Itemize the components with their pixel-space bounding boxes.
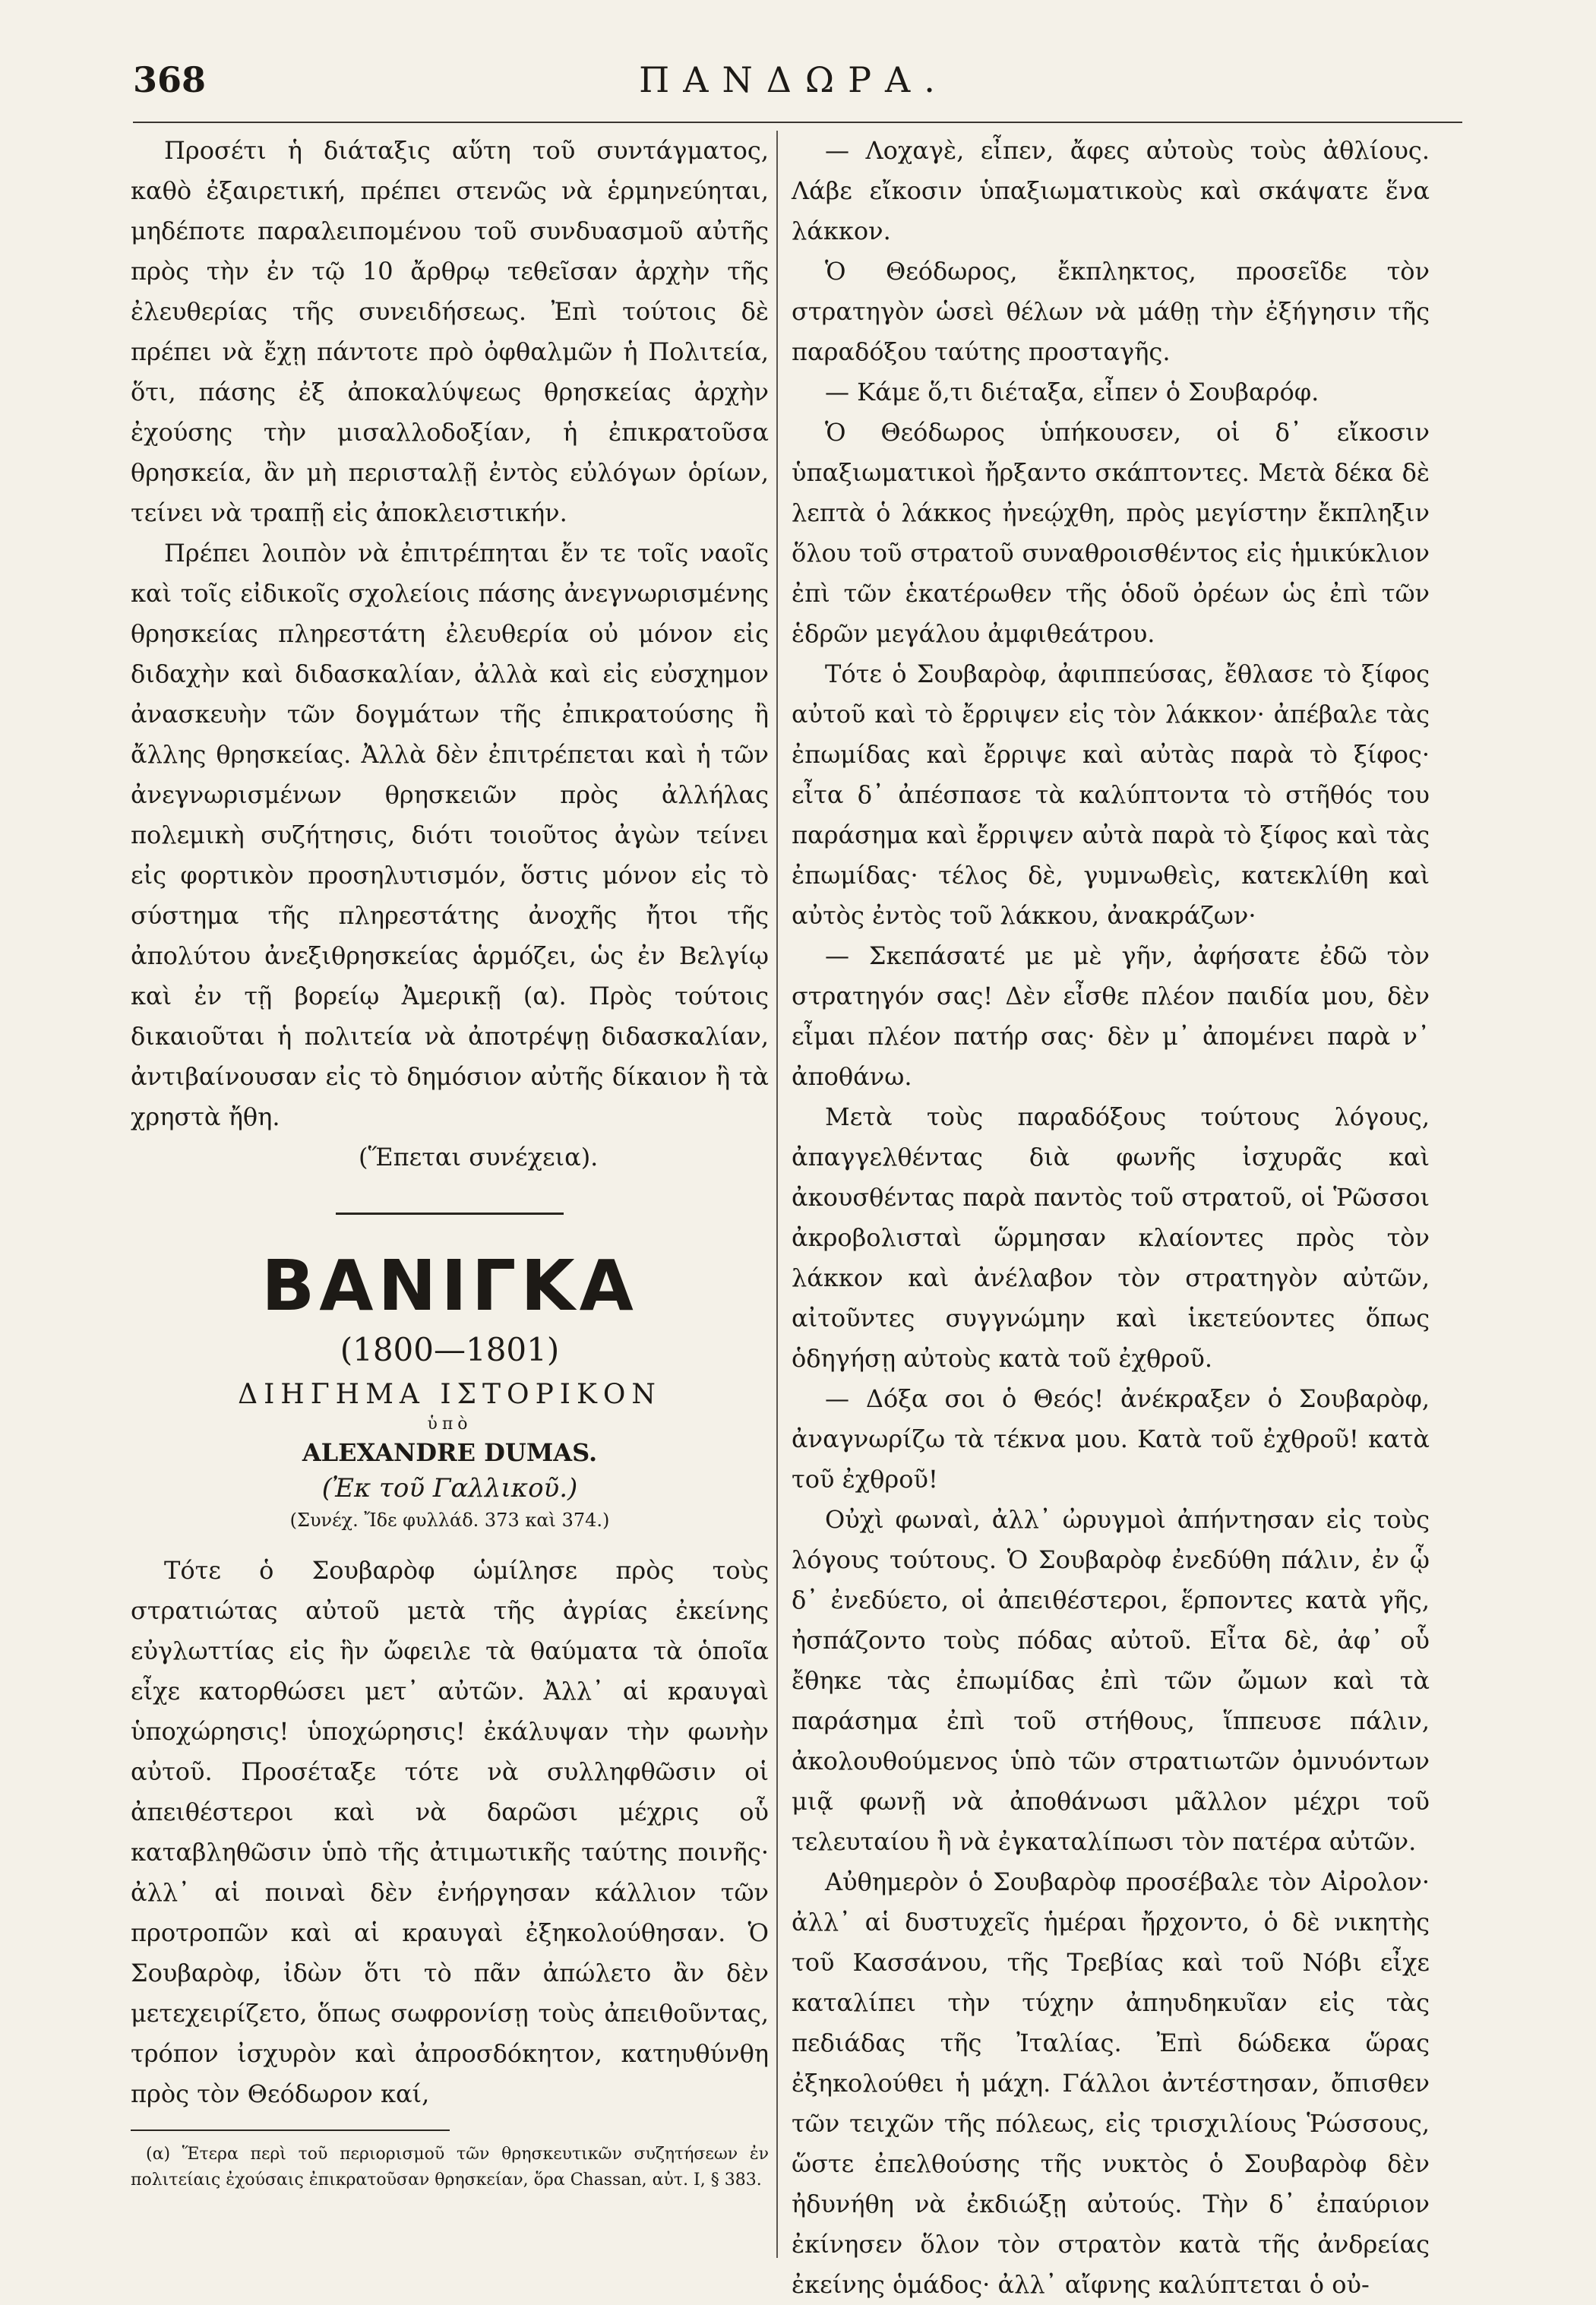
column-divider — [776, 131, 778, 2258]
article-paragraph: Προσέτι ἡ διάταξις αὕτη τοῦ συντάγματος, καθὸ ἐξαιρετική, πρέπει στενῶς νὰ ἑρμηνεύηται, μηδέποτε παραλειπομένου τοῦ συνδυασμοῦ αὐτῆς πρὸς τὴν ἐν τῷ 10 ἄρθρῳ τεθεῖσαν ἀρχὴν τῆς ἐλευθερίας τῆς συνειδήσεως. Ἐπὶ τούτοις δὲ πρέπει νὰ ἔχῃ πάντοτε πρὸ ὀφθαλμῶν ἡ Πολιτεία, ὅτι, πάσης ἐξ ἀποκαλύψεως θρησκείας ἀρχὴν ἐχούσης τὴν μισαλλοδοξίαν, ἡ ἐπικρατοῦσα θρησκεία, ἂν μὴ περισταλῇ ἐντὸς εὐλόγων ὁρίων, τείνει νὰ τραπῇ εἰς ἀποκλειστικήν. — [131, 136, 769, 527]
right-column — [792, 131, 1430, 2305]
story-translation-note: (Ἐκ τοῦ Γαλλικοῦ.) — [321, 1473, 578, 1503]
page-number: 368 — [133, 59, 207, 100]
header-rule — [133, 122, 1462, 123]
story-by: ὑπὸ — [427, 1415, 472, 1434]
page-header — [133, 59, 1455, 112]
story-paragraph: Ὁ Θεόδωρος, ἔκπληκτος, προσεῖδε τὸν στρατηγὸν ὡσεὶ θέλων νὰ μάθῃ τὴν ἐξήγησιν τῆς παραδόξου ταύτης προσταγῆς. — [792, 257, 1430, 366]
journal-title: ΠΑΝΔΩΡΑ. — [639, 59, 949, 100]
story-paragraph: Τότε ὁ Σουβαρὸφ ὡμίλησε πρὸς τοὺς στρατιώτας αὐτοῦ μετὰ τῆς ἀγρίας ἐκείνης εὐγλωττίας εἰς ἣν ὤφειλε τὰ θαύματα τὰ ὁποῖα εἶχε κατορθώσει μετ᾽ αὐτῶν. Ἀλλ᾽ αἱ κραυγαὶ ὑποχώρησις! ὑποχώρησις! ἐκάλυψαν τὴν φωνὴν αὐτοῦ. Προσέταξε τότε νὰ συλληφθῶσιν οἱ ἀπειθέστεροι καὶ νὰ δαρῶσι μέχρις οὗ καταβληθῶσιν ὑπὸ τῆς ἀτιμωτικῆς ταύτης ποινῆς· ἀλλ᾽ αἱ ποιναὶ δὲν ἐνήργησαν κάλλιον τῶν προτροπῶν καὶ αἱ κραυγαὶ ἐξηκολούθησαν. Ὁ Σουβαρὸφ, ἰδὼν ὅτι τὸ πᾶν ἀπώλετο ἂν δὲν μετεχειρίζετο, ὅπως σωφρονίσῃ τοὺς ἀπειθοῦντας, τρόπον ἰσχυρὸν καὶ ἀπροσδόκητον, κατηυθύνθη πρὸς τὸν Θεόδωρον καί, — [131, 1556, 769, 2108]
story-paragraph: — Λοχαγὲ, εἶπεν, ἄφες αὐτοὺς τοὺς ἀθλίους. Λάβε εἴκοσιν ὑπαξιωματικοὺς καὶ σκάψατε ἕνα λάκκον. — [792, 136, 1430, 245]
story-reference: (Συνέχ. Ἴδε φυλλάδ. 373 καὶ 374.) — [289, 1510, 610, 1531]
story-subtitle: ΔΙΗΓΗΜΑ ΙΣΤΟΡΙΚΟΝ — [238, 1379, 662, 1410]
story-paragraph: Τότε ὁ Σουβαρὸφ, ἀφιππεύσας, ἔθλασε τὸ ξίφος αὐτοῦ καὶ τὸ ἔρριψεν εἰς τὸν λάκκον· ἀπέβαλε τὰς ἐπωμίδας καὶ ἔρριψε καὶ αὐτὰς παρὰ τὸ ξίφος· εἶτα δ᾽ ἀπέσπασε τὰ καλύπτοντα τὸ στῆθός του παράσημα καὶ ἔρριψεν αὐτὰ παρὰ τὸ ξίφος καὶ τὰς ἐπωμίδας· τέλος δὲ, γυμνωθεὶς, κατεκλίθη καὶ αὐτὸς ἐντὸς τοῦ λάκκου, ἀνακράζων· — [792, 659, 1430, 930]
footnote: (α) Ἕτερα περὶ τοῦ περιορισμοῦ τῶν θρησκευτικῶν συζητήσεων ἐν πολιτείαις ἐχούσαις ἐπικρατοῦσαν θρησκείαν, ὅρα Chassan, αὐτ. I, § 383. — [131, 2145, 769, 2190]
section-separator — [336, 1213, 564, 1215]
story-paragraph: Αὐθημερὸν ὁ Σουβαρὸφ προσέβαλε τὸν Αἰρολον· ἀλλ᾽ αἱ δυστυχεῖς ἡμέραι ἤρχοντο, ὁ δὲ νικητὴς τοῦ Κασσάνου, τῆς Τρεβίας καὶ τοῦ Νόβι εἶχε καταλίπει τὴν τύχην ἀπηυδηκυῖαν εἰς τὰς πεδιάδας τῆς Ἰταλίας. Ἐπὶ δώδεκα ὥρας ἐξηκολούθει ἡ μάχη. Γάλλοι ἀντέστησαν, ὄπισθεν τῶν τειχῶν τῆς πόλεως, εἰς τρισχιλίους Ῥώσσους, ὥστε ἐπελθούσης τῆς νυκτὸς ὁ Σουβαρὸφ δὲν ἠδυνήθη νὰ ἐκδιώξῃ αὐτούς. Τὴν δ᾽ ἐπαύριον ἐκίνησεν ὅλον τὸν στρατὸν κατὰ τῆς ἀνδρείας ἐκείνης ὁμάδος· ἀλλ᾽ αἴφνης καλύπτεται ὁ οὐ- — [792, 1867, 1430, 2299]
story-paragraph: — Δόξα σοι ὁ Θεός! ἀνέκραξεν ὁ Σουβαρὸφ, ἀναγνωρίζω τὰ τέκνα μου. Κατὰ τοῦ ἐχθροῦ! κατὰ τοῦ ἐχθροῦ! — [792, 1384, 1430, 1494]
story-paragraph: Μετὰ τοὺς παραδόξους τούτους λόγους, ἀπαγγελθέντας διὰ φωνῆς ἰσχυρᾶς καὶ ἀκουσθέντας παρὰ παντὸς τοῦ στρατοῦ, οἱ Ῥῶσσοι ἀκροβολισταὶ ὥρμησαν κλαίοντες πρὸς τὸν λάκκον καὶ ἀνέλαβον τὸν στρατηγὸν αὐτῶν, αἰτοῦντες συγγνώμην καὶ ἱκετεύοντες ὅπως ὁδηγήσῃ αὐτοὺς κατὰ τοῦ ἐχθροῦ. — [792, 1102, 1430, 1373]
continued-note: (Ἕπεται συνέχεια). — [359, 1143, 599, 1171]
story-years: (1800—1801) — [340, 1331, 560, 1368]
story-paragraph: — Σκεπάσατέ με μὲ γῆν, ἀφήσατε ἐδῶ τὸν στρατηγόν σας! Δὲν εἶσθε πλέον παιδία μου, δὲν εἶμαι πλέον πατήρ σας· δὲν μ᾽ ἀπομένει παρὰ ν᾽ ἀποθάνω. — [792, 941, 1430, 1091]
story-paragraph: Οὐχὶ φωναὶ, ἀλλ᾽ ὠρυγμοὶ ἀπήντησαν εἰς τοὺς λόγους τούτους. Ὁ Σουβαρὸφ ἐνεδύθη πάλιν, ἐν ᾧ δ᾽ ἐνεδύετο, οἱ ἀπειθέστεροι, ἕρποντες κατὰ γῆς, ἠσπάζοντο τοὺς πόδας αὐτοῦ. Εἶτα δὲ, ἀφ᾽ οὗ ἔθηκε τὰς ἐπωμίδας ἐπὶ τῶν ὤμων καὶ τὰ παράσημα ἐπὶ τοῦ στήθους, ἵππευσε πάλιν, ἀκολουθούμενος ὑπὸ τῶν στρατιωτῶν ὀμνυόντων μιᾷ φωνῇ νὰ ἀποθάνωσι μᾶλλον μέχρι τοῦ τελευταίου ἢ νὰ ἐγκαταλίπωσι τὸν πατέρα αὐτῶν. — [792, 1505, 1430, 1856]
left-column — [131, 131, 769, 2193]
story-title: ΒΑΝΙΓΚΑ — [261, 1245, 638, 1326]
article-paragraph: Πρέπει λοιπὸν νὰ ἐπιτρέπηται ἔν τε τοῖς ναοῖς καὶ τοῖς εἰδικοῖς σχολείοις πάσης ἀνεγνωρισμένης θρησκείας πληρεστάτη ἐλευθερία οὐ μόνον εἰς διδαχὴν καὶ διδασκαλίαν, ἀλλὰ καὶ εἰς εὐσχημον ἀνασκευὴν τῶν δογμάτων τῆς ἐπικρατούσης ἢ ἄλλης θρησκείας. Ἀλλὰ δὲν ἐπιτρέπεται καὶ ἡ τῶν ἀνεγνωρισμένων θρησκειῶν πρὸς ἀλλήλας πολεμικὴ συζήτησις, διότι τοιοῦτος ἀγὼν τείνει εἰς φορτικὸν προσηλυτισμόν, ὅστις μόνον εἰς τὸ σύστημα τῆς πληρεστάτης ἀνοχῆς ἤτοι τῆς ἀπολύτου ἀνεξιθρησκείας ἁρμόζει, ὡς ἐν Βελγίῳ καὶ ἐν τῇ βορείῳ Ἀμερικῇ (α). Πρὸς τούτοις δικαιοῦται ἡ πολιτεία νὰ ἀποτρέψῃ διδασκαλίαν, ἀντιβαίνουσαν εἰς τὸ δημόσιον αὐτῆς δίκαιον ἢ τὰ χρηστὰ ἤθη. — [131, 539, 769, 1131]
story-paragraph: — Κάμε ὅ,τι διέταξα, εἶπεν ὁ Σουβαρόφ. — [825, 378, 1319, 406]
story-heading — [131, 1245, 769, 1531]
footnote-rule — [131, 2130, 450, 2131]
story-paragraph: Ὁ Θεόδωρος ὑπήκουσεν, οἱ δ᾽ εἴκοσιν ὑπαξιωματικοὶ ἤρξαντο σκάπτοντες. Μετὰ δέκα δὲ λεπτὰ ὁ λάκκος ἠνεῴχθη, πρὸς μεγίστην ἔκπληξιν ὅλου τοῦ στρατοῦ συναθροισθέντος εἰς ἡμικύκλιον ἐπὶ τῶν ἑκατέρωθεν τῆς ὁδοῦ ὀρέων ὡς ἐπὶ τῶν ἑδρῶν μεγάλου ἀμφιθεάτρου. — [792, 418, 1430, 648]
story-author: ALEXANDRE DUMAS. — [302, 1438, 598, 1467]
